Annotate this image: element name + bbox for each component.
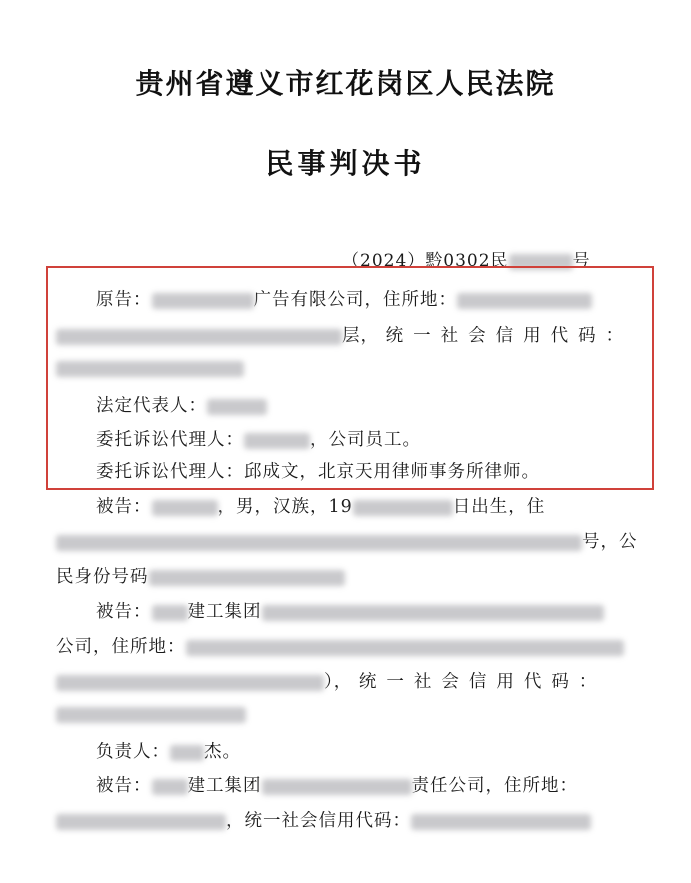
redacted-address-cont2 (56, 675, 324, 691)
defendant1-id-line: 民身份号码 (56, 563, 345, 588)
redacted-defendant1-address (56, 535, 582, 551)
redacted-credit-code3 (411, 814, 591, 830)
redacted-defendant3-name (262, 779, 412, 795)
plaintiff-code-line (56, 358, 244, 378)
case-number: （2024）黔0302民 号 (342, 251, 591, 271)
redacted-company-name (152, 293, 254, 309)
document-title: 民事判决书 (265, 147, 426, 180)
redacted-address-cont (56, 329, 342, 345)
plaintiff-line: 原告： 广告有限公司，住所地： (96, 286, 592, 311)
redacted-responsible (170, 745, 204, 761)
court-title: 贵州省遵义市红花岗区人民法院 (135, 67, 556, 100)
redacted-credit-code2 (56, 707, 246, 723)
agent1-line: 委托诉讼代理人： ，公司员工。 (96, 430, 421, 450)
redacted-defendant1-name (152, 500, 218, 516)
redacted-group-prefix (152, 605, 188, 621)
plaintiff-address-line: 层， 统一社会信用代码： (56, 322, 633, 347)
defendant1-line: 被告： ，男，汉族，19 日出生，住 (96, 497, 546, 517)
redacted-agent1 (244, 433, 310, 449)
defendant3-address-line: ，统一社会信用代码： (56, 807, 591, 832)
redacted-defendant2-name (262, 605, 604, 621)
responsible-line: 负责人： 杰。 (96, 742, 241, 762)
redacted-legal-rep (207, 399, 267, 415)
redacted-birthdate (353, 500, 453, 516)
redacted-group-prefix3 (152, 779, 188, 795)
redacted-address (457, 293, 592, 309)
defendant2-line: 被告： 建工集团 (96, 598, 604, 623)
legal-rep-line: 法定代表人： (96, 392, 267, 417)
agent2-line: 委托诉讼代理人：邱成文，北京天用律师事务所律师。 (96, 462, 540, 482)
defendant2-code-value-line (56, 704, 246, 724)
defendant3-line: 被告： 建工集团 责任公司，住所地： (96, 776, 578, 796)
redacted-credit-code (56, 361, 244, 377)
redacted-defendant3-address (56, 814, 226, 830)
defendant2-code-line: ）， 统一社会信用代码： (56, 668, 606, 693)
redacted-id-number (149, 570, 345, 586)
defendant1-address-line: 号，公 (56, 528, 638, 553)
redacted-defendant2-address (186, 640, 624, 656)
defendant2-address-line: 公司，住所地： (56, 633, 624, 658)
